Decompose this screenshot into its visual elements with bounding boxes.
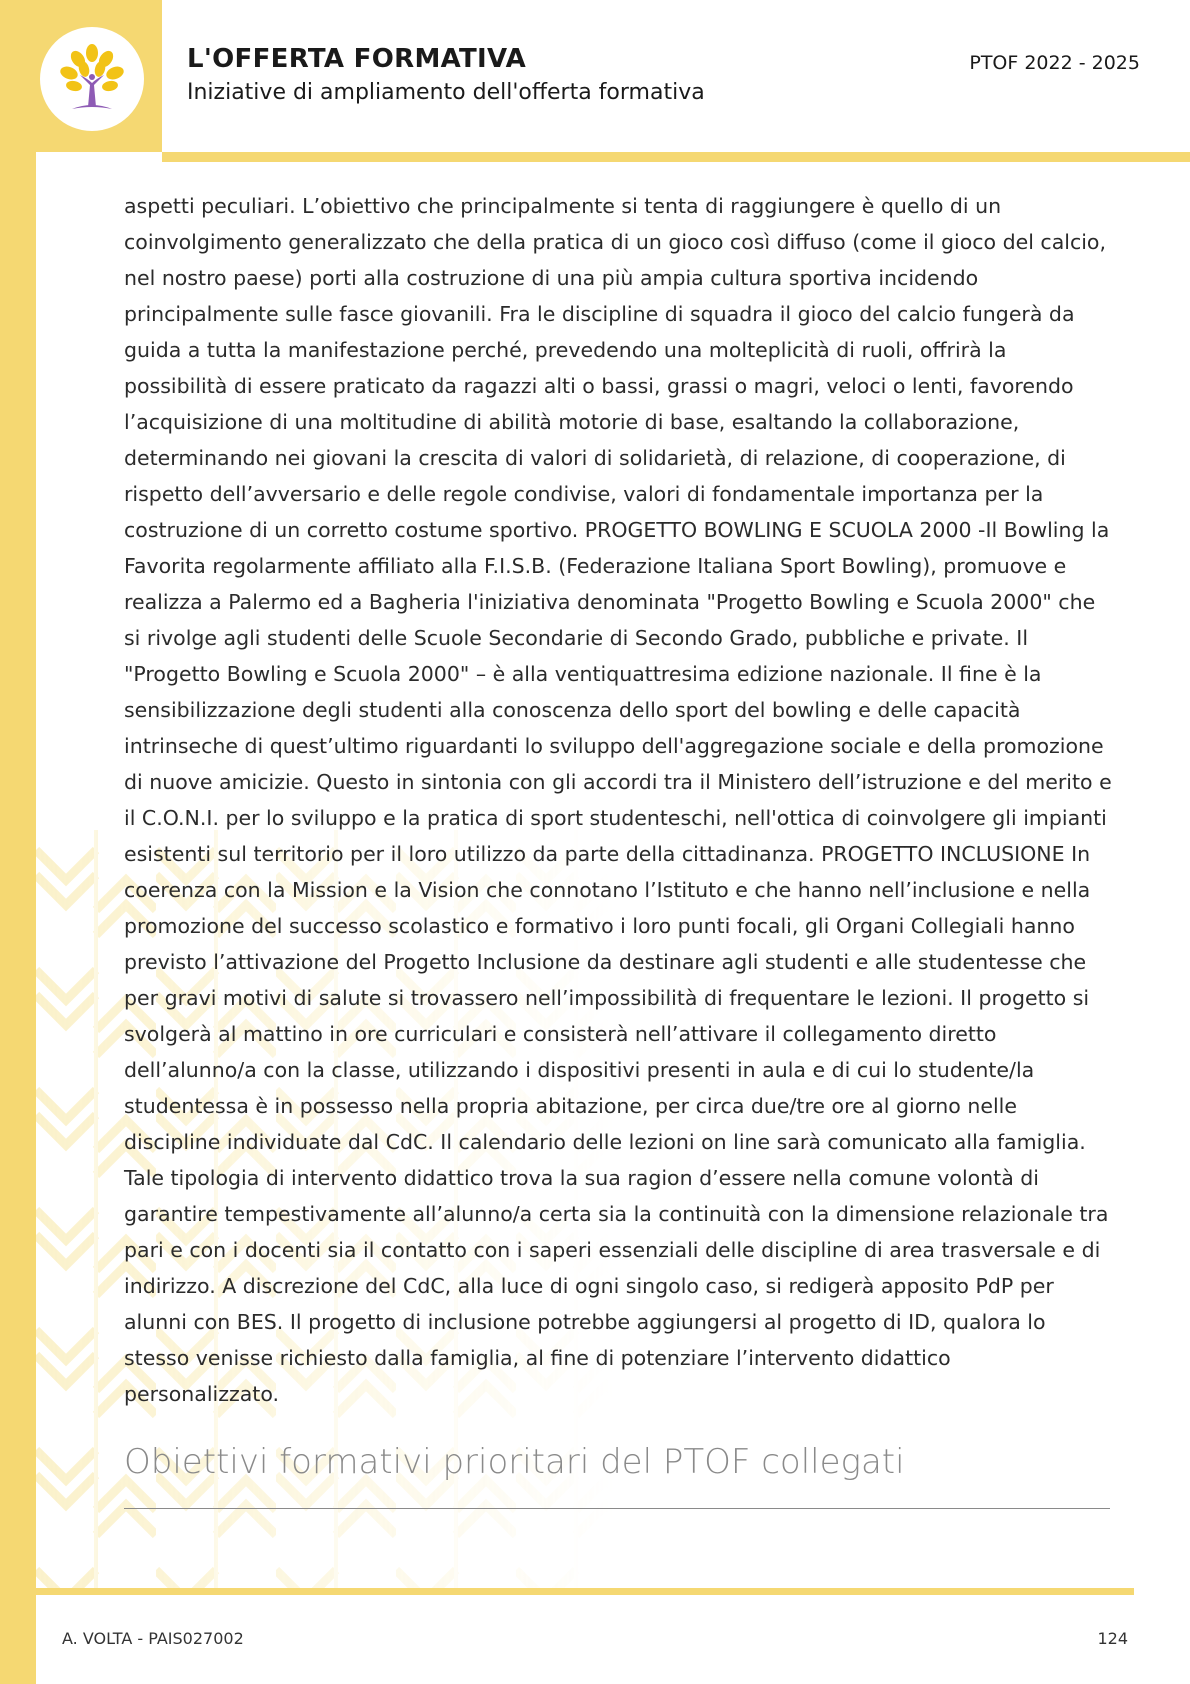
body-paragraph: aspetti peculiari. L’obiettivo che principalmente si tenta di raggiungere è quello di un coinvolgimento generalizzato che della pratica di un gioco così diffuso (come il gioco del calcio, nel nostro paese) porti alla costruzione di una più ampia cultura sportiva incidendo principalmente sulle fasce giovanili. Fra le discipline di squadra il gioco del calcio fungerà da guida a tutta la manifestazione perché, prevedendo una molteplicità di ruoli, offrirà la possibilità di essere praticato da ragazzi alti o bassi, grassi o magri, veloci o lenti, favorendo l’acquisizione di una moltitudine di abilità motorie di base, esaltando la collaborazione, determinando nei giovani la crescita di valori di solidarietà, di relazione, di cooperazione, di rispetto dell’avversario e delle regole condivise, valori di fondamentale importanza per la costruzione di un corretto costume sportivo. PROGETTO BOWLING E SCUOLA 2000 -Il Bowling la Favorita regolarmente affiliato alla F.I.S.B. (Federazione Italiana Sport Bowling), promuove e realizza a Palermo ed a Bagheria l'iniziativa denominata "Progetto Bowling e Scuola 2000" che si rivolge agli studenti delle Scuole Secondarie di Secondo Grado, pubbliche e private. Il "Progetto Bowling e Scuola 2000" – è alla ventiquattresima edizione nazionale. Il fine è la sensibilizzazione degli studenti alla conoscenza dello sport del bowling e delle capacità intrinseche di quest’ultimo riguardanti lo sviluppo dell'aggregazione sociale e della promozione di nuove amicizie. Questo in sintonia con gli accordi tra il Ministero dell’istruzione e del merito e il C.O.N.I. per lo sviluppo e la pratica di sport studenteschi, nell'ottica di coinvolgere gli impianti esistenti sul territorio per il loro utilizzo da parte della cittadinanza. PROGETTO INCLUSIONE In coerenza con la Mission e la Vision che connotano l’Istituto e che hanno nell’inclusione e nella promozione del successo scolastico e formativo i loro punti focali, gli Organi Collegiali hanno previsto l’attivazione del Progetto Inclusione da destinare agli studenti e alle studentesse che per gravi motivi di salute si trovassero nell’impossibilità di frequentare le lezioni. Il progetto si svolgerà al mattino in ore curriculari e consisterà nell’attivare il collegamento diretto dell’alunno/a con la classe, utilizzando i dispositivi presenti in aula e di cui lo studente/la studentessa è in possesso nella propria abitazione, per circa due/tre ore al giorno nelle discipline individuate dal CdC. Il calendario delle lezioni on line sarà comunicato alla famiglia. Tale tipologia di intervento didattico trova la sua ragion d’essere nella comune volontà di garantire tempestivamente all’alunno/a certa sia la continuità con la dimensione relazionale tra pari e con i docenti sia il contatto con i saperi essenziali delle discipline di area trasversale e di indirizzo. A discrezione del CdC, alla luce di ogni singolo caso, si redigerà apposito PdP per alunni con BES. Il progetto di inclusione potrebbe aggiungersi al progetto di ID, qualora lo stesso venisse richiesto dalla famiglia, al fine di potenziare l’intervento didattico personalizzato. bbox=[124, 194, 1112, 1406]
section-divider bbox=[124, 1508, 1110, 1509]
header-divider bbox=[162, 152, 1190, 162]
footer-divider bbox=[36, 1588, 1134, 1595]
tree-logo-icon bbox=[52, 39, 132, 119]
page-subtitle: Iniziative di ampliamento dell'offerta formativa bbox=[187, 80, 705, 105]
section-heading: Obiettivi formativi prioritari del PTOF collegati bbox=[124, 1442, 905, 1482]
school-logo bbox=[40, 27, 144, 131]
body-text bbox=[124, 188, 1112, 1412]
footer-school-code: A. VOLTA - PAIS027002 bbox=[62, 1629, 244, 1648]
document-period: PTOF 2022 - 2025 bbox=[969, 52, 1140, 74]
page-number: 124 bbox=[1097, 1629, 1128, 1648]
left-accent-band bbox=[0, 0, 36, 1684]
page-title: L'OFFERTA FORMATIVA bbox=[187, 44, 527, 74]
